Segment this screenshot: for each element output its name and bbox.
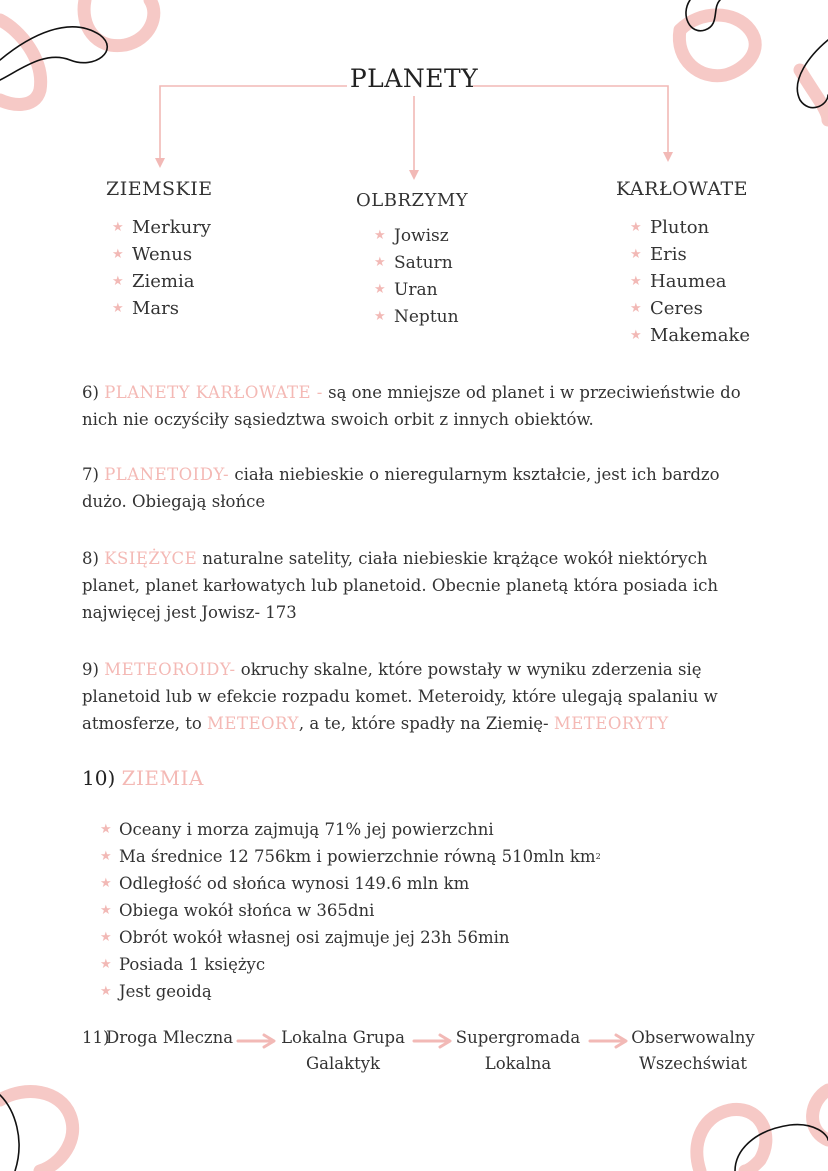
star-icon: ★ xyxy=(630,247,642,262)
list-item: ★ Obiega wokół słońca w 365dni xyxy=(100,901,375,920)
section-term: ZIEMIA xyxy=(121,766,204,790)
heading-dwarf: KARŁOWATE xyxy=(616,178,749,200)
star-icon: ★ xyxy=(630,274,642,289)
heading-terrestrial: ZIEMSKIE xyxy=(106,178,213,200)
star-icon: ★ xyxy=(374,309,386,324)
chain-step-milky-way: Droga Mleczna xyxy=(106,1028,234,1047)
list-item: ★ Jowisz xyxy=(374,225,449,246)
star-icon: ★ xyxy=(100,822,112,837)
list-item: ★ Uran xyxy=(374,279,438,300)
paragraph-line: 9) METEOROIDY- okruchy skalne, które powstały w wyniku zderzenia się xyxy=(82,660,702,679)
list-item: ★ Neptun xyxy=(374,306,459,327)
list-item: ★ Saturn xyxy=(374,252,453,273)
chain-step-observable-universe: Obserwowalny Wszechświat xyxy=(631,1028,755,1073)
arrow-right-icon xyxy=(412,1032,454,1050)
list-item: ★ Jest geoidą xyxy=(100,982,212,1001)
star-icon: ★ xyxy=(112,301,124,316)
section-number: 11) xyxy=(82,1028,110,1047)
list-item: ★ Pluton xyxy=(630,217,710,238)
section-number: 9) xyxy=(82,660,99,679)
section-number: 10) xyxy=(82,766,116,790)
giant-planets-list xyxy=(374,222,459,330)
list-item: ★ Wenus xyxy=(112,244,193,265)
list-item: ★ Ceres xyxy=(630,298,703,319)
star-icon: ★ xyxy=(630,328,642,343)
star-icon: ★ xyxy=(112,220,124,235)
earth-facts-list xyxy=(100,816,601,1005)
paragraph-line: planet, planet karłowatych lub planetoid. Obecnie planetą która posiada ich xyxy=(82,576,719,595)
star-icon: ★ xyxy=(100,876,112,891)
paragraph-line: 8) KSIĘŻYCE naturalne satelity, ciała niebieskie krążące wokół niektórych xyxy=(82,549,708,568)
section-number: 8) xyxy=(82,549,99,568)
section-number: 7) xyxy=(82,465,99,484)
star-icon: ★ xyxy=(630,301,642,316)
star-icon: ★ xyxy=(100,903,112,918)
star-icon: ★ xyxy=(100,930,112,945)
star-icon: ★ xyxy=(374,255,386,270)
list-item: ★ Oceany i morza zajmują 71% jej powierzchni xyxy=(100,820,494,839)
section-moons xyxy=(82,545,762,626)
list-item: ★ Ma średnice 12 756km i powierzchnie równą 510mln km 2 xyxy=(100,847,601,866)
list-item: ★ Makemake xyxy=(630,325,751,346)
section-earth-heading xyxy=(82,766,204,790)
section-planetoids xyxy=(82,461,762,515)
list-item: ★ Posiada 1 księżyc xyxy=(100,955,266,974)
paragraph-line: 6) PLANETY KARŁOWATE - są one mniejsze od planet i w przeciwieństwie do xyxy=(82,383,741,402)
star-icon: ★ xyxy=(112,274,124,289)
list-item: ★ Haumea xyxy=(630,271,727,292)
paragraph-line: dużo. Obiegają słońce xyxy=(82,492,266,511)
terrestrial-planets-list xyxy=(112,214,211,322)
arrow-right-icon xyxy=(236,1032,278,1050)
chain-step-local-group: Lokalna Grupa Galaktyk xyxy=(281,1028,405,1073)
star-icon: ★ xyxy=(374,282,386,297)
page-title: PLANETY xyxy=(349,64,479,93)
section-meteoroids xyxy=(82,656,762,737)
list-item: ★ Mars xyxy=(112,298,180,319)
arrow-right-icon xyxy=(588,1032,630,1050)
list-item: ★ Merkury xyxy=(112,217,211,238)
chain-step-supercluster: Supergromada Lokalna xyxy=(455,1028,581,1073)
section-number: 6) xyxy=(82,383,99,402)
star-icon: ★ xyxy=(100,849,112,864)
section-dwarf-planets xyxy=(82,379,762,433)
paragraph-line: nich nie oczyściły sąsiedztwa swoich orbit z innych obiektów. xyxy=(82,410,594,429)
section-term: PLANETY KARŁOWATE - xyxy=(104,383,323,402)
section-term: PLANETOIDY- xyxy=(104,465,230,484)
star-icon: ★ xyxy=(630,220,642,235)
paragraph-line: atmosferze, to METEORY, a te, które spadły na Ziemię- METEORYTY xyxy=(82,714,669,733)
section-term: KSIĘŻYCE xyxy=(104,549,198,568)
paragraph-line: 7) PLANETOIDY- ciała niebieskie o nieregularnym kształcie, jest ich bardzo xyxy=(82,465,720,484)
heading-giants: OLBRZYMY xyxy=(356,190,469,211)
section-term: METEORYTY xyxy=(553,714,669,733)
list-item: ★ Odległość od słońca wynosi 149.6 mln km xyxy=(100,874,470,893)
star-icon: ★ xyxy=(100,984,112,999)
section-term: METEOROIDY- xyxy=(104,660,236,679)
star-icon: ★ xyxy=(100,957,112,972)
paragraph-line: najwięcej jest Jowisz- 173 xyxy=(82,603,297,622)
star-icon: ★ xyxy=(112,247,124,262)
list-item: ★ Ziemia xyxy=(112,271,195,292)
list-item: ★ Eris xyxy=(630,244,687,265)
section-term: METEORY xyxy=(207,714,299,733)
list-item: ★ Obrót wokół własnej osi zajmuje jej 23h 56min xyxy=(100,928,510,947)
paragraph-line: planetoid lub w efekcie rozpadu komet. Meteroidy, które ulegają spalaniu w xyxy=(82,687,718,706)
star-icon: ★ xyxy=(374,228,386,243)
dwarf-planets-list xyxy=(630,214,750,349)
